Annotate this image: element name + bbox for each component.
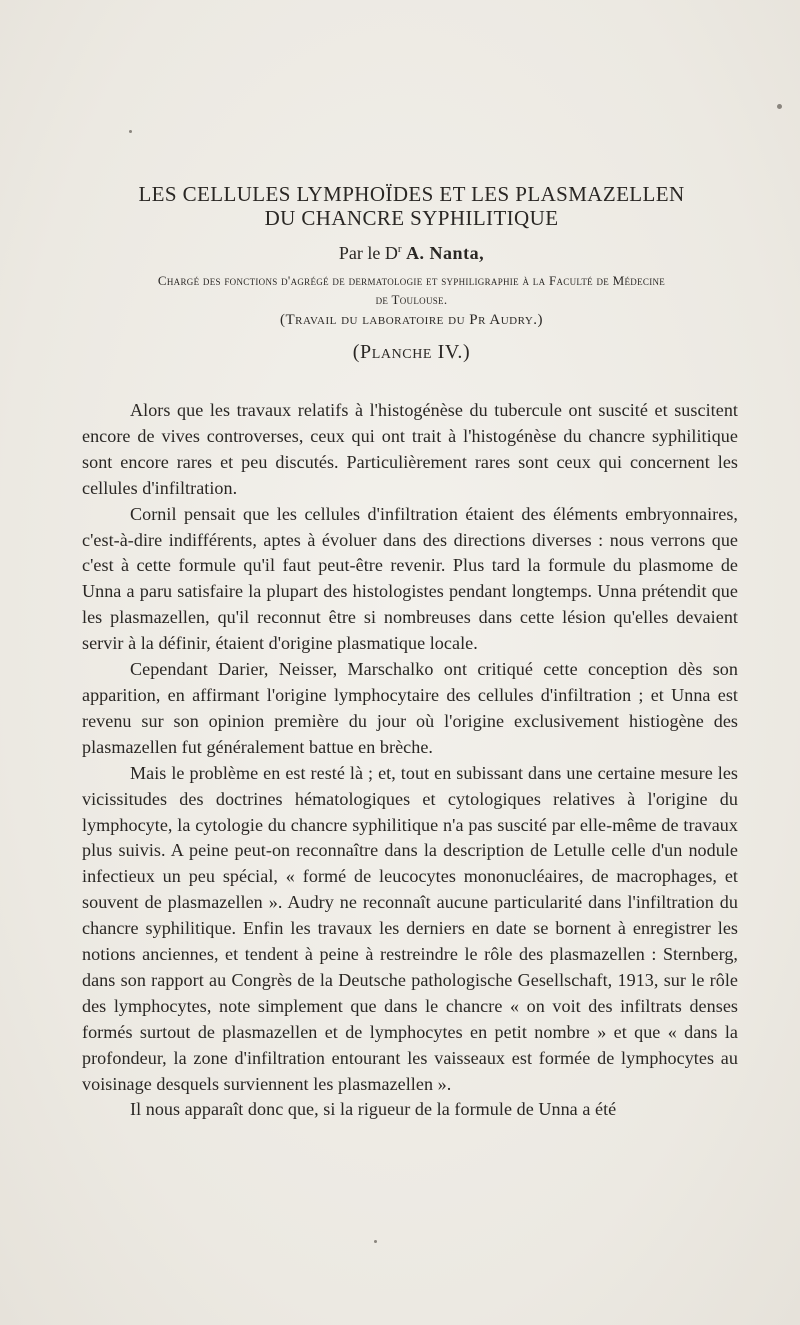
paragraph: Cependant Darier, Neisser, Marschalko ont critiqué cette conception dès son apparition, en affirmant l'origine lymphocytaire des cellules d'infiltration ; et Unna est revenu sur son opinion première du jour où l'origine exclusivement histiogène des plasmazellen fut généralement battue en brèche.: [82, 659, 738, 757]
article-title-line-1: LES CELLULES LYMPHOÏDES ET LES PLASMAZELLEN: [138, 182, 685, 206]
article-title-line-2: DU CHANCRE SYPHILITIQUE: [264, 206, 559, 230]
paragraph: Mais le problème en est resté là ; et, tout en subissant dans une certaine mesure les vicissitudes des doctrines hématologiques et cytologiques relatives à l'origine du lymphocyte, la cytologie du chancre syphilitique n'a pas suscité par elle-même de travaux plus suivis. A peine peut-on reconnaître dans la description de Letulle celle d'un nodule infectieux un peu spécial, « formé de leucocytes mononucléaires, de macrophages, et souvent de plasmazellen ». Audry ne reconnaît aucune particularité dans l'infiltration du chancre syphilitique. Enfin les travaux les derniers en date se bornent à enregistrer les notions anciennes, et tendent à peine à restreindre le rôle des plasmazellen : Sternberg, dans son rapport au Congrès de la Deutsche pathologische Gesellschaft, 1913, sur le rôle des lymphocytes, note simplement que dans le chancre « on voit des infiltrats denses formés surtout de plasmazellen et de lymphocytes en petit nombre » et que « dans la profondeur, la zone d'infiltration entourant les vaisseaux est formée de lymphocytes au voisinage desquels surviennent les plasmazellen ».: [82, 762, 738, 1094]
author-byline: [84, 244, 739, 262]
author-affiliation-line-2: de Toulouse.: [375, 292, 448, 307]
laboratory-note: (Travail du laboratoire du Pr Audry.): [279, 312, 544, 328]
plate-reference: (Planche IV.): [352, 341, 471, 363]
paragraph: Il nous apparaît donc que, si la rigueur de la formule de Unna a été: [130, 1099, 617, 1120]
byline-superscript: r: [397, 243, 402, 255]
paragraph: Alors que les travaux relatifs à l'histogénèse du tubercule ont suscité et suscitent encore de vives controverses, ceux qui ont trait à l'histogénèse du chancre syphilitique sont encore rares et peu discutés. Particulièrement rares sont ceux qui concernent les cellules d'infiltration.: [82, 400, 738, 498]
article-body: [82, 398, 738, 1123]
byline-prefix: Par le D: [338, 243, 398, 263]
paragraph: Cornil pensait que les cellules d'infiltration étaient des éléments embryonnaires, c'est-à-dire indifférents, aptes à évoluer dans des directions diverses : nous verrons que c'est à cette formule qu'il faut peut-être revenir. Plus tard la formule du plasmome de Unna a paru satisfaire la plupart des histologistes pendant longtemps. Unna prétendit que les plasmazellen, qu'il reconnut être si nombreuses dans cette lésion qu'elles devaient servir à la définir, étaient d'origine plasmatique locale.: [82, 503, 738, 654]
paper-speck: [374, 1240, 377, 1243]
author-name: A. Nanta,: [406, 243, 485, 263]
paper-speck: [777, 104, 782, 109]
paper-speck: [129, 130, 132, 133]
author-affiliation-line-1: Chargé des fonctions d'agrégé de dermatologie et syphiligraphie à la Faculté de Médecine: [157, 273, 666, 288]
